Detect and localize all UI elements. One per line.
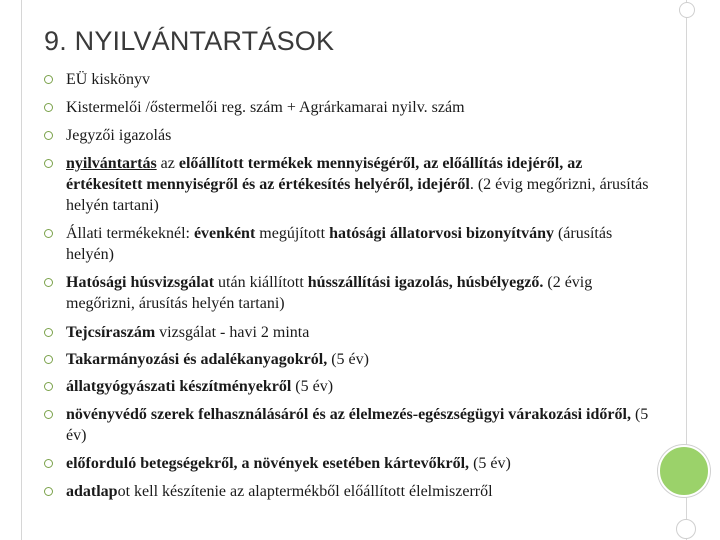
bullet-icon [44,278,53,287]
bullet-icon [44,328,53,337]
bullet-icon [44,487,53,496]
bullet-icon [44,131,53,140]
slide-title: 9. NYILVÁNTARTÁSOK [44,26,335,56]
bullet-icon [44,410,53,419]
list-item: Jegyzői igazolás [66,127,172,144]
list-item: Takarmányozási és adalékanyagokról, (5 év) [66,351,369,368]
bullet-icon [44,355,53,364]
list-item: állatgyógyászati készítményekről (5 év) [66,378,334,395]
list-item: Hatósági húsvizsgálat után kiállított hússzállítási igazolás, húsbélyegző. (2 évig megőrizni, árusítás helyén tartani) [66,274,593,312]
bullet-icon [44,459,53,468]
bullet-icon [44,382,53,391]
bullet-icon [44,229,53,238]
list-item: EÜ kiskönyv [66,71,150,88]
list-item: növényvédő szerek felhasználásáról és az élelmezés-egészségügyi várakozási időről, (5 év) [66,406,649,444]
list-item: Tejcsíraszám vizsgálat - havi 2 minta [66,324,310,341]
list-item: adatlapot kell készítenie az alaptermékből előállított élelmiszerről [66,483,493,500]
bullet-icon [44,159,53,168]
list-item: nyilvántartás az előállított termékek mennyiségéről, az előállítás idejéről, az értékesített mennyiségről és az értékesítés helyéről, idejéről. (2 évig megőrizni, árusítás helyén tartani) [66,155,649,214]
bullet-icon [44,103,53,112]
bullet-icon [44,75,53,84]
list-item: Kistermelői /őstermelői reg. szám + Agrárkamarai nyilv. szám [66,99,465,116]
list-item: Állati termékeknél: évenként megújított hatósági állatorvosi bizonyítvány (árusítás helyén) [66,225,613,263]
list-item: előforduló betegségekről, a növények esetében kártevőkről, (5 év) [66,455,511,472]
